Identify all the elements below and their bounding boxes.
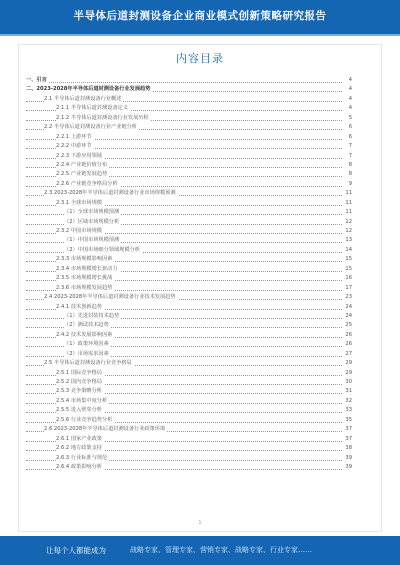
toc-entry[interactable] xyxy=(26,435,352,444)
toc-entry-page: 26 xyxy=(342,331,352,340)
toc-entry[interactable] xyxy=(26,369,352,378)
toc-entry-page: 23 xyxy=(342,293,352,302)
toc-entry[interactable] xyxy=(26,293,352,302)
toc-entry[interactable] xyxy=(26,303,352,312)
report-header xyxy=(0,0,400,36)
toc-entry-text: 2.5.2 国内竞争格局 xyxy=(56,379,102,385)
toc-entry-page: 33 xyxy=(342,406,352,415)
toc-entry-page: 12 xyxy=(342,227,352,236)
toc-entry-text: 2.2.4 产业链价值分布 xyxy=(56,161,108,168)
toc-entry[interactable] xyxy=(26,189,352,198)
toc-entry-page: 6 xyxy=(342,123,352,132)
toc-entry[interactable] xyxy=(26,104,352,113)
toc-entry-text: 一、引言 xyxy=(26,77,47,83)
toc-entry-page: 39 xyxy=(342,454,352,463)
toc-entry[interactable] xyxy=(26,463,352,472)
toc-entry-text: （1）中国市场规模预测 xyxy=(64,237,120,244)
toc-entry[interactable] xyxy=(26,378,352,387)
page-number: 1 xyxy=(198,520,202,526)
toc-entry-text: 2.2.1 上游环节 xyxy=(56,133,92,140)
toc-entry-text: 2.1 半导体后道封测设备行业概述 xyxy=(44,95,122,102)
toc-entry[interactable] xyxy=(26,85,352,94)
toc-entry[interactable] xyxy=(26,425,352,434)
toc-entry-text: 2.3.5 市场规模增长挑战 xyxy=(56,275,113,282)
toc-entry-page: 30 xyxy=(342,378,352,387)
toc-entry-page: 9 xyxy=(342,180,352,189)
toc-entry-text: 2.3.4 市场规模增长驱动力 xyxy=(56,265,118,272)
toc-entry[interactable] xyxy=(26,152,352,161)
toc-entry-page: 12 xyxy=(342,218,352,227)
toc-entry[interactable] xyxy=(26,246,352,255)
toc-entry-text: 2.6.3 行业标准与规范 xyxy=(56,454,108,461)
toc-entry-text: 2.5 半导体后道封测设备行业竞争格局 xyxy=(44,360,132,367)
toc-entry-text: （1）政策环境因素 xyxy=(64,341,109,348)
toc-list xyxy=(26,76,352,472)
toc-entry[interactable] xyxy=(26,359,352,368)
toc-entry-text: 2.5.1 国际竞争格局 xyxy=(56,369,102,376)
toc-entry-page: 39 xyxy=(342,463,352,472)
toc-entry-page: 24 xyxy=(342,312,352,321)
toc-entry[interactable] xyxy=(26,161,352,170)
toc-entry[interactable] xyxy=(26,170,352,179)
toc-entry-page: 32 xyxy=(342,397,352,406)
toc-entry-page: 4 xyxy=(342,76,352,85)
footer-slogan: 让每个人都能成为 xyxy=(46,546,106,555)
toc-entry[interactable] xyxy=(26,236,352,245)
toc-entry[interactable] xyxy=(26,284,352,293)
toc-entry-text: （2）区域市场规模分析 xyxy=(64,218,120,225)
toc-entry-page: 4 xyxy=(342,85,352,94)
toc-entry[interactable] xyxy=(26,142,352,151)
toc-entry-page: 4 xyxy=(342,104,352,113)
toc-entry-text: 2.2.5 产业链发展趋势 xyxy=(56,171,108,178)
toc-entry-text: 2.1.1 半导体后道封测设备定义 xyxy=(56,105,128,112)
toc-entry-text: 2.3.6 市场规模发展趋势 xyxy=(56,284,113,291)
toc-entry[interactable] xyxy=(26,340,352,349)
footer-banner xyxy=(0,536,400,565)
toc-entry-text: 2.3.2 中国市场规模 xyxy=(56,228,102,234)
toc-entry-text: （2）测试技术趋势 xyxy=(64,322,109,329)
toc-entry-page: 17 xyxy=(342,284,352,293)
toc-entry-text: 2.6.4 政策影响分析 xyxy=(56,463,102,470)
toc-entry[interactable] xyxy=(26,406,352,415)
toc-entry[interactable] xyxy=(26,274,352,283)
toc-entry-text: 2.2 半导体后道封测设备行业产业链分析 xyxy=(44,124,137,131)
toc-entry-page: 25 xyxy=(342,321,352,330)
toc-entry-page: 38 xyxy=(342,444,352,453)
toc-entry-page: 26 xyxy=(342,340,352,349)
toc-entry-page: 6 xyxy=(342,133,352,142)
toc-entry[interactable] xyxy=(26,350,352,359)
toc-entry-page: 5 xyxy=(342,114,352,123)
toc-entry-text: 2.4.1 技术创新趋势 xyxy=(56,303,102,310)
toc-entry[interactable] xyxy=(26,265,352,274)
toc-entry[interactable] xyxy=(26,321,352,330)
toc-heading: 内容目录 xyxy=(176,52,224,65)
toc-entry-text: 2.6.2 地方政策支持 xyxy=(56,445,102,452)
toc-entry[interactable] xyxy=(26,95,352,104)
toc-entry-text: 2.2.2 中游环节 xyxy=(56,143,92,150)
toc-entry-text: 2.5.6 行业竞争趋势分析 xyxy=(56,416,113,423)
toc-entry-text: （1）先进封装技术趋势 xyxy=(64,312,120,319)
toc-entry[interactable] xyxy=(26,255,352,264)
toc-entry-page: 7 xyxy=(342,152,352,161)
toc-entry[interactable] xyxy=(26,133,352,142)
toc-entry-text: 2.4 2023-2028年半导体后道封测设备行业技术发展趋势 xyxy=(44,294,176,301)
toc-entry-text: 2.4.2 技术发展影响因素 xyxy=(56,331,113,338)
toc-entry-text: 2.6 2023-2028年半导体后道封测设备行业政策环境 xyxy=(44,426,166,433)
toc-entry-page: 24 xyxy=(342,303,352,312)
toc-entry[interactable] xyxy=(26,416,352,425)
toc-entry[interactable] xyxy=(26,454,352,463)
toc-entry[interactable] xyxy=(26,397,352,406)
toc-entry-page: 31 xyxy=(342,387,352,396)
toc-entry-page: 11 xyxy=(342,208,352,217)
toc-entry-text: （2）中国市场细分领域规模分析 xyxy=(64,246,140,253)
toc-entry[interactable] xyxy=(26,76,352,85)
toc-entry-text: 2.5.5 进入壁垒分析 xyxy=(56,407,102,414)
toc-entry[interactable] xyxy=(26,227,352,236)
toc-entry-page: 4 xyxy=(342,95,352,104)
toc-entry-text: 2.2.6 产业链竞争格局分析 xyxy=(56,180,118,187)
toc-entry-page: 29 xyxy=(342,359,352,368)
toc-entry-page: 8 xyxy=(342,161,352,170)
toc-entry-page: 7 xyxy=(342,142,352,151)
toc-entry[interactable] xyxy=(26,218,352,227)
toc-entry[interactable] xyxy=(26,123,352,132)
toc-entry-page: 16 xyxy=(342,274,352,283)
toc-entry-text: 2.2.3 下游应用领域 xyxy=(56,152,102,159)
toc-entry-page: 15 xyxy=(342,265,352,274)
toc-entry[interactable] xyxy=(26,312,352,321)
toc-entry-page: 15 xyxy=(342,255,352,264)
toc-entry-text: 二、2023-2028年半导体后道封测设备行业发展趋势 xyxy=(26,86,151,93)
toc-entry-text: 2.5.4 市场集中度分析 xyxy=(56,397,108,404)
toc-entry-text: 2.6.1 国家产业政策 xyxy=(56,435,102,442)
toc-entry-page: 11 xyxy=(342,189,352,198)
toc-entry[interactable] xyxy=(26,387,352,396)
toc-entry[interactable] xyxy=(26,444,352,453)
toc-entry-page: 27 xyxy=(342,350,352,359)
toc-entry-text: 2.1.2 半导体后道封测设备行业发展历程 xyxy=(56,114,149,121)
toc-entry[interactable] xyxy=(26,114,352,123)
toc-entry[interactable] xyxy=(26,180,352,189)
toc-entry-page: 35 xyxy=(342,416,352,425)
toc-entry[interactable] xyxy=(26,199,352,208)
toc-entry-page: 29 xyxy=(342,369,352,378)
toc-entry-page: 11 xyxy=(342,199,352,208)
toc-entry-page: 14 xyxy=(342,246,352,255)
toc-entry[interactable] xyxy=(26,331,352,340)
toc-entry-text: （1）全球市场规模预测 xyxy=(64,209,120,216)
toc-entry-page: 8 xyxy=(342,170,352,179)
report-title: 半导体后道封测设备企业商业模式创新策略研究报告 xyxy=(73,10,327,22)
toc-entry-text: （2）市场需求因素 xyxy=(64,350,109,357)
toc-entry-text: 2.5.3 竞争策略分析 xyxy=(56,388,102,395)
toc-entry-page: 13 xyxy=(342,236,352,245)
toc-entry-text: 2.3.1 全球市场规模 xyxy=(56,199,102,206)
toc-entry-text: 2.3.3 市场规模影响因素 xyxy=(56,256,113,263)
toc-entry[interactable] xyxy=(26,208,352,217)
header-accent-bar xyxy=(0,34,400,36)
toc-entry-text: 2.3 2023-2028年半导体后道封测设备行业市场规模预测 xyxy=(44,190,176,197)
toc-dot-leader xyxy=(26,82,342,83)
footer-tagline: 战略专家、管理专家、营销专家、战略专家、行业专家…… xyxy=(130,546,312,554)
toc-entry-page: 37 xyxy=(342,425,352,434)
toc-entry-page: 37 xyxy=(342,435,352,444)
